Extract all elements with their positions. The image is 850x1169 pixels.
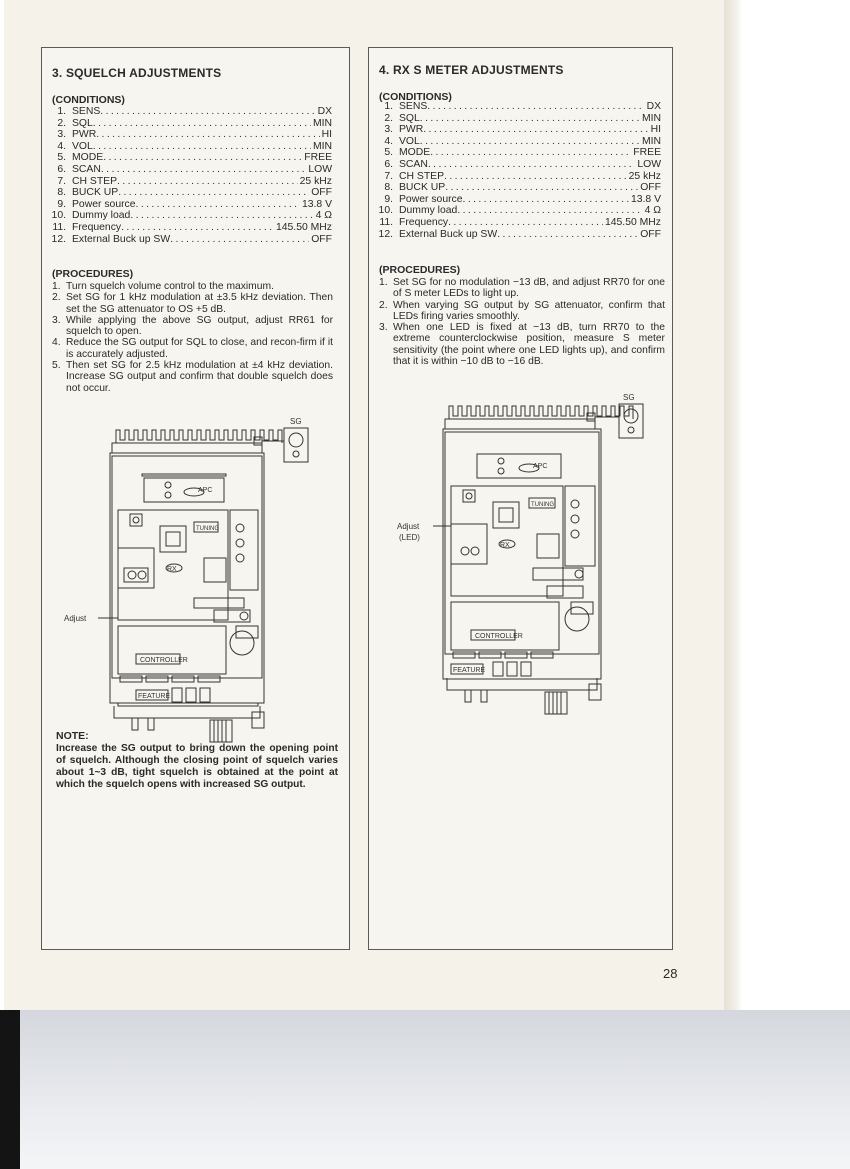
condition-value: HI [321, 129, 332, 141]
condition-item [46, 129, 332, 141]
condition-label: BUCK UP [399, 182, 446, 194]
condition-label: Dummy load [399, 205, 458, 217]
condition-number: 12. [378, 228, 393, 240]
condition-item [46, 176, 332, 188]
rx-label: RX [167, 566, 177, 573]
condition-label: CH STEP [72, 175, 118, 187]
procedure-step [52, 315, 333, 338]
squelch-adjustments-panel [41, 47, 350, 950]
condition-number: 3. [384, 124, 393, 136]
condition-item [373, 229, 661, 241]
leader-dots [428, 159, 635, 171]
leader-dots [423, 124, 648, 136]
condition-label: MODE [72, 152, 104, 164]
condition-value: 145.50 MHz [604, 216, 661, 228]
adjust-label: Adjust [397, 522, 420, 531]
procedure-step [52, 360, 333, 394]
condition-item [46, 222, 332, 234]
procedures-list [379, 277, 665, 367]
apc-label: APC [533, 463, 548, 470]
condition-number: 8. [57, 187, 66, 199]
adjust-label: Adjust [64, 614, 87, 623]
procedure-step [379, 277, 665, 300]
leader-dots [463, 194, 629, 206]
procedure-number: 1. [52, 281, 61, 292]
leader-dots [430, 147, 631, 159]
condition-value: HI [650, 124, 661, 136]
controller-label: CONTROLLER [140, 657, 188, 664]
condition-item [46, 210, 332, 222]
procedure-text: While applying the above SG output, adjust RR61 for squelch to open. [66, 314, 333, 338]
condition-value: OFF [311, 233, 332, 245]
condition-item [373, 171, 661, 183]
rx-s-meter-adjustments-panel [368, 47, 673, 950]
leader-dots [457, 205, 642, 217]
procedure-number: 2. [52, 292, 61, 304]
condition-item [46, 164, 332, 176]
condition-number: 4. [384, 135, 393, 147]
condition-label: Dummy load [72, 210, 131, 222]
condition-label: MODE [399, 147, 431, 159]
leader-dots [118, 187, 309, 199]
procedure-step [52, 281, 333, 292]
tuning-label: TUNING [196, 526, 219, 532]
condition-value: 13.8 V [301, 198, 332, 210]
procedure-text: Reduce the SG output for SQL to close, and recon-firm if it is accurately adjusted. [66, 337, 333, 360]
squelch-diagram [64, 418, 322, 708]
condition-number: 6. [384, 158, 393, 170]
condition-item [373, 113, 661, 125]
condition-label: PWR [72, 129, 97, 141]
leader-dots [420, 113, 640, 125]
sg-label: SG [290, 418, 302, 426]
rx-label: RX [500, 542, 510, 549]
note-heading: NOTE: [56, 730, 89, 742]
condition-item [46, 234, 332, 246]
procedure-number: 3. [379, 322, 388, 334]
page-number: 28 [663, 966, 678, 981]
procedure-text: When one LED is fixed at −13 dB, turn RR70 to the extreme counterclockwise position, measure S meter sensitivity (the point where one LED lights up), and confirm that it is within −10 dB to −16 dB. [393, 322, 665, 368]
section-title: 3. SQUELCH ADJUSTMENTS [52, 66, 222, 80]
condition-value: 25 kHz [299, 175, 332, 187]
condition-label: External Buck up SW [399, 228, 498, 240]
procedure-text: When varying SG output by SG attenuator, confirm that LEDs firing varies smoothly. [393, 299, 665, 322]
procedures-heading: (PROCEDURES) [52, 268, 134, 280]
condition-item [373, 194, 661, 206]
condition-number: 9. [57, 198, 66, 210]
tuning-label: TUNING [531, 502, 554, 508]
procedure-text: Set SG for 1 kHz modulation at ±3.5 kHz deviation. Then set the SG attenuator to OS +5 dB. [66, 292, 333, 315]
condition-label: SQL [399, 112, 420, 124]
adjust-led-label: (LED) [399, 533, 420, 542]
procedure-number: 2. [379, 299, 388, 311]
leader-dots [420, 136, 640, 148]
condition-item [373, 124, 661, 136]
condition-item [46, 152, 332, 164]
procedure-step [379, 322, 665, 367]
s-meter-diagram-base [445, 678, 625, 728]
condition-number: 1. [57, 106, 66, 117]
background-surface [0, 1010, 850, 1169]
procedure-number: 4. [52, 337, 61, 349]
sg-label: SG [623, 394, 635, 402]
condition-value: DX [646, 101, 661, 112]
leader-dots [444, 171, 627, 183]
conditions-heading: (CONDITIONS) [52, 94, 125, 106]
controller-label: CONTROLLER [475, 633, 523, 640]
leader-dots [448, 217, 603, 229]
procedure-number: 3. [52, 314, 61, 326]
condition-number: 10. [51, 210, 66, 222]
leader-dots [93, 118, 311, 130]
feature-label: FEATURE [138, 693, 171, 700]
condition-label: Frequency [399, 216, 449, 228]
condition-value: LOW [637, 158, 661, 170]
condition-number: 6. [57, 163, 66, 175]
condition-number: 11. [52, 221, 66, 233]
condition-label: CH STEP [399, 170, 445, 182]
condition-label: SENS [72, 106, 101, 117]
procedure-text: Then set SG for 2.5 kHz modulation at ±4 kHz deviation. Increase SG output and confirm that double squelch does not occur. [66, 360, 333, 394]
condition-number: 2. [384, 112, 393, 124]
condition-number: 7. [384, 170, 393, 182]
leader-dots [93, 141, 311, 153]
procedure-number: 1. [379, 277, 388, 288]
leader-dots [96, 129, 319, 141]
condition-label: Power source [72, 198, 136, 210]
leader-dots [445, 182, 638, 194]
procedures-heading: (PROCEDURES) [379, 264, 461, 276]
condition-item [46, 106, 332, 118]
condition-value: OFF [640, 182, 661, 194]
condition-value: DX [317, 106, 332, 117]
condition-label: SCAN [399, 158, 428, 170]
condition-label: SQL [72, 117, 93, 129]
leader-dots [117, 176, 298, 188]
condition-label: SENS [399, 101, 428, 112]
procedures-list [52, 281, 333, 394]
condition-number: 2. [57, 117, 66, 129]
condition-value: OFF [640, 228, 661, 240]
condition-number: 5. [384, 147, 393, 159]
condition-item [373, 101, 661, 113]
condition-item [373, 159, 661, 171]
condition-number: 1. [384, 101, 393, 112]
s-meter-diagram [397, 394, 659, 684]
condition-item [373, 136, 661, 148]
condition-item [373, 217, 661, 229]
condition-value: 4 Ω [315, 210, 332, 222]
condition-number: 8. [384, 182, 393, 194]
condition-number: 9. [384, 193, 393, 205]
condition-number: 5. [57, 152, 66, 164]
condition-label: Power source [399, 193, 463, 205]
procedure-step [52, 337, 333, 360]
condition-number: 12. [51, 233, 66, 245]
condition-label: VOL [399, 135, 420, 147]
condition-value: MIN [641, 112, 661, 124]
conditions-list [373, 101, 661, 240]
conditions-heading: (CONDITIONS) [379, 91, 452, 103]
condition-number: 11. [379, 216, 393, 228]
condition-number: 3. [57, 129, 66, 141]
procedure-text: Turn squelch volume control to the maximum. [66, 281, 274, 292]
condition-number: 4. [57, 140, 66, 152]
condition-number: 10. [378, 205, 393, 217]
condition-label: SCAN [72, 163, 101, 175]
condition-item [46, 118, 332, 130]
condition-value: LOW [308, 163, 332, 175]
condition-value: MIN [312, 117, 332, 129]
condition-value: 145.50 MHz [275, 221, 332, 233]
condition-label: BUCK UP [72, 187, 119, 199]
condition-label: PWR [399, 124, 424, 136]
binder-spine [0, 1010, 20, 1169]
leader-dots [497, 229, 638, 241]
leader-dots [130, 210, 313, 222]
leader-dots [136, 199, 300, 211]
procedure-number: 5. [52, 360, 61, 372]
leader-dots [100, 106, 315, 118]
leader-dots [101, 164, 306, 176]
condition-label: VOL [72, 140, 93, 152]
leader-dots [121, 222, 274, 234]
leader-dots [427, 101, 644, 113]
feature-label: FEATURE [453, 667, 486, 674]
condition-value: FREE [304, 152, 332, 164]
condition-item [46, 141, 332, 153]
condition-number: 7. [57, 175, 66, 187]
condition-item [46, 199, 332, 211]
condition-label: External Buck up SW [72, 233, 171, 245]
condition-value: FREE [633, 147, 661, 159]
condition-item [46, 187, 332, 199]
condition-item [373, 147, 661, 159]
apc-label: APC [198, 487, 213, 494]
condition-item [373, 182, 661, 194]
procedure-text: Set SG for no modulation −13 dB, and adjust RR70 for one of S meter LEDs to light up. [393, 277, 665, 300]
condition-value: 13.8 V [630, 193, 661, 205]
leader-dots [170, 234, 309, 246]
leader-dots [103, 152, 302, 164]
condition-value: OFF [311, 187, 332, 199]
condition-item [373, 205, 661, 217]
page-edge [724, 0, 742, 1010]
condition-value: 4 Ω [644, 205, 661, 217]
procedure-step [379, 300, 665, 323]
conditions-list [46, 106, 332, 245]
procedure-step [52, 292, 333, 315]
note-text: Increase the SG output to bring down the opening point of squelch. Although the closing point of squelch varies about 1~3 dB, tight squelch is obtained at the point at which the squelch opens with increased SG output. [56, 743, 338, 790]
section-title: 4. RX S METER ADJUSTMENTS [379, 63, 564, 77]
condition-label: Frequency [72, 221, 122, 233]
condition-value: MIN [641, 135, 661, 147]
condition-value: 25 kHz [628, 170, 661, 182]
condition-value: MIN [312, 140, 332, 152]
